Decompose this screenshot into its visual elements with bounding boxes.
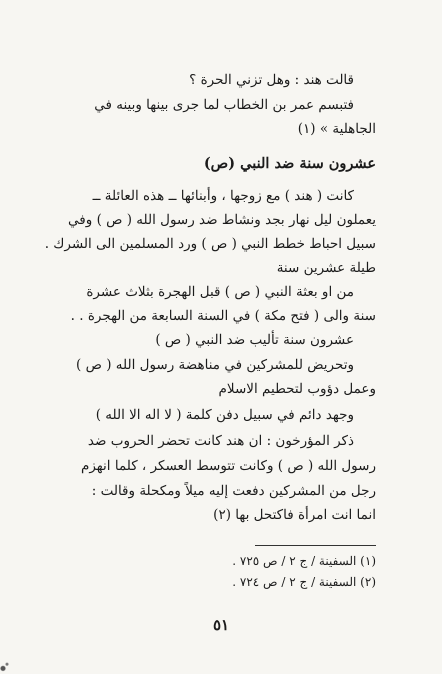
text-line: سنة والى ( فتح مكة ) في السنة السابعة من الهجرة . . [70,308,376,324]
text-line: قالت هند : وهل تزني الحرة ؟ [189,72,354,88]
text-line: رسول الله ( ص ) وكانت تتوسط العسكر ، كلما انهزم [81,458,376,474]
text-line: يعملون ليل نهار بجد ونشاط ضد رسول الله ( ص ) وفي [68,212,376,228]
scan-mark [0,660,10,674]
footnote: (٢) السفينة / ج ٢ / ص ٧٢٤ . [232,575,376,589]
text-line: رجل من المشركين دفعت إليه ميلاً ومكحلة وقالت : [91,483,376,499]
section-heading: عشرون سنة ضد النبي (ص) [203,155,376,172]
text-line: وعمل دؤوب لتحطيم الاسلام [218,381,376,397]
text-line: وتحريض للمشركين في مناهضة رسول الله ( ص ) [76,357,354,373]
text-line: من او بعثة النبي ( ص ) قبل الهجرة بثلاث عشرة [86,284,354,300]
text-line: فتبسم عمر بن الخطاب لما جرى بينها وبينه في [94,97,354,113]
footnote: (١) السفينة / ج ٢ / ص ٧٢٥ . [232,554,376,568]
text-line: ذكر المؤرخون : ان هند كانت تحضر الحروب ضد [87,433,354,449]
text-line: عشرون سنة تأليب ضد النبي ( ص ) [155,332,354,348]
page-number: ٥١ [212,616,230,634]
text-line: الجاهلية » (١) [297,121,376,137]
text-line: كانت ( هند ) مع زوجها ، وأبنائها ــ هذه العائلة ــ [92,188,354,204]
text-line: طيلة عشرين سنة [276,260,376,276]
text-line: سبيل احباط خطط النبي ( ص ) ورد المسلمين الى الشرك . [44,236,376,252]
text-line: انما انت امرأة فاكتحل بها (٢) [213,507,376,523]
text-line: وجهد دائم في سبيل دفن كلمة ( لا اله الا الله ) [95,407,354,423]
footnote-divider [255,545,376,546]
